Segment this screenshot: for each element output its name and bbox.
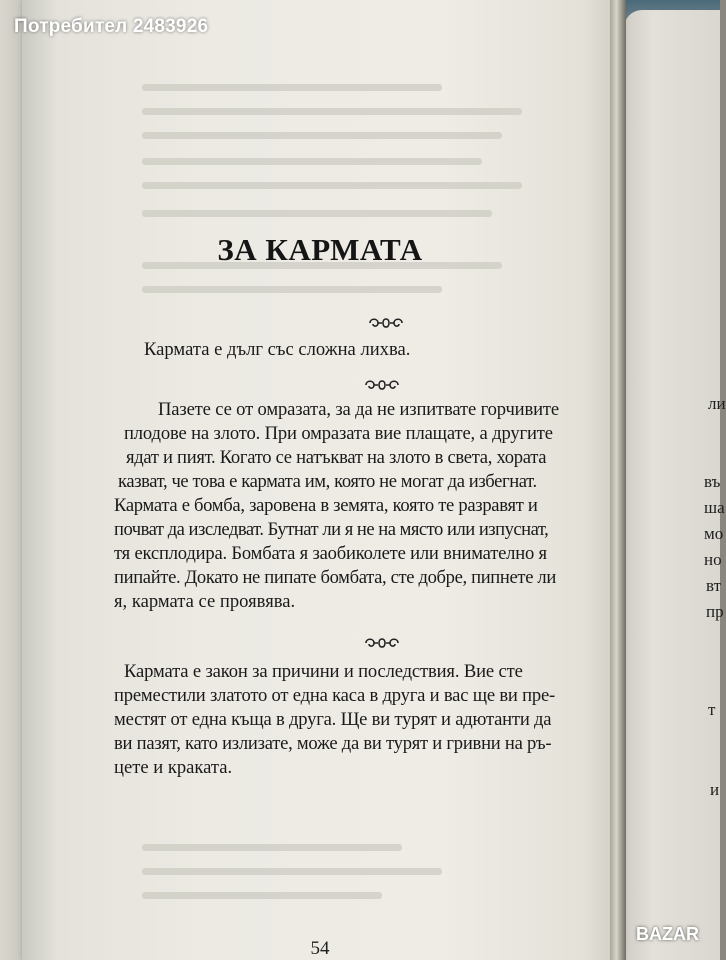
bleed-through	[142, 210, 492, 217]
ornament-icon	[362, 378, 402, 392]
next-page	[624, 10, 726, 960]
text-line: цете и краката.	[114, 757, 233, 778]
text-line: местят от една къща в друга. Ще ви турят и адютанти да	[114, 709, 552, 730]
text-line: пипайте. Докато не пипате бомбата, сте добре, пипнете ли	[114, 567, 556, 588]
bleed-through	[142, 84, 442, 91]
text-line: я, кармата се проявява.	[114, 591, 296, 612]
ornament-icon	[362, 636, 402, 650]
bleed-through	[142, 158, 482, 165]
ornament-icon	[366, 316, 406, 330]
bleed-through	[142, 286, 442, 293]
text-line: Кармата е дълг със сложна лихва.	[144, 339, 411, 360]
next-page-fragment: ли	[708, 394, 726, 413]
bleed-through	[142, 108, 522, 115]
user-watermark: Потребител 2483926	[14, 16, 209, 37]
text-line: Пазете се от омразата, за да не изпитвате горчивите	[158, 399, 559, 420]
next-page-fragment: мо	[704, 524, 724, 543]
bleed-through	[142, 892, 382, 899]
next-page-fragment: въ	[704, 472, 721, 491]
text-line: казват, че това е кармата им, която не могат да избегнат.	[118, 471, 537, 492]
paragraph-2	[114, 398, 609, 614]
next-page-fragment: ша	[704, 498, 725, 517]
text-line: преместили златото от една каса в друга и вас ще ви пре-	[114, 685, 556, 706]
next-page-fragment: т	[708, 700, 716, 719]
text-line: плодове на злото. При омразата вие плащате, а другите	[124, 423, 553, 444]
bleed-through	[142, 844, 402, 851]
bleed-through	[142, 132, 502, 139]
text-line: почват да изследват. Бутнат ли я не на място или изпуснат,	[114, 519, 549, 540]
paragraph-1	[114, 338, 609, 362]
site-logo: BAZAR	[636, 924, 699, 944]
text-line: Кармата е бомба, заровена в земята, която те разравят и	[114, 495, 538, 516]
bleed-through	[142, 182, 522, 189]
next-page-fragment: и	[710, 780, 720, 799]
chapter-title: ЗА КАРМАТА	[217, 232, 423, 267]
next-page-fragment: но	[704, 550, 722, 569]
text-line: ви пазят, като излизате, може да ви турят и гривни на ръ-	[114, 733, 552, 754]
text-line: тя експлодира. Бомбата я заобиколете или внимателно я	[114, 543, 547, 564]
text-line: Кармата е закон за причини и последствия. Вие сте	[124, 661, 523, 682]
paragraph-3	[114, 660, 609, 780]
next-page-fragment: вт	[706, 576, 722, 595]
next-page-fragment: пр	[706, 602, 724, 621]
page-number: 54	[310, 938, 330, 959]
text-line: ядат и пият. Когато се натъкват на злото в света, хората	[126, 447, 547, 468]
bleed-through	[142, 868, 442, 875]
book-gutter	[610, 0, 626, 960]
